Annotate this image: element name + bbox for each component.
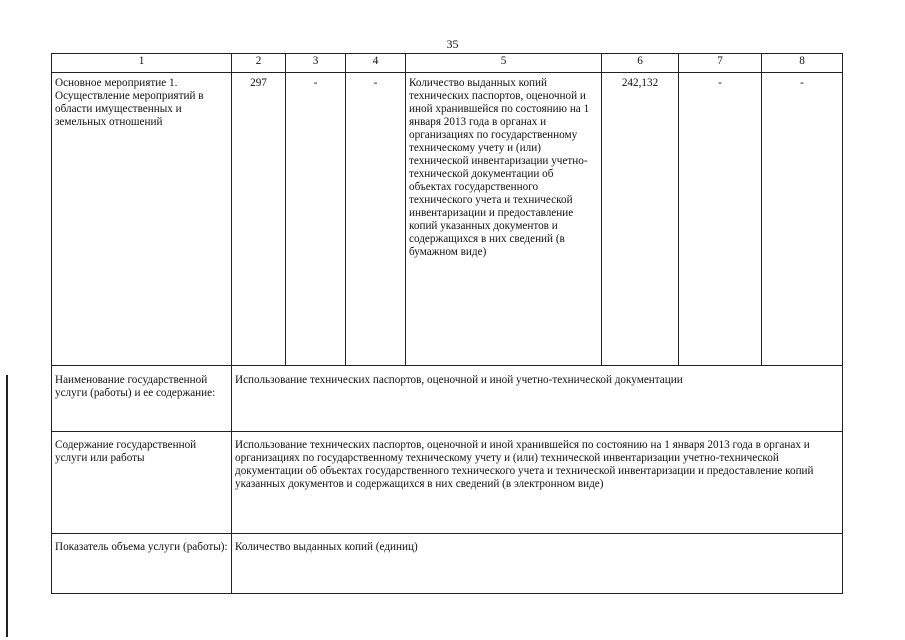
value-cell-6: 242,132 <box>602 73 679 366</box>
value-cell-2: 297 <box>232 73 286 366</box>
value-cell-7: - <box>679 73 762 366</box>
service-name-row <box>52 366 843 432</box>
column-header-7: 7 <box>679 54 762 73</box>
service-content-row <box>52 432 843 534</box>
column-header-1: 1 <box>52 54 232 73</box>
service-name-value: Использование технических паспортов, оценочной и иной учетно-технической документации <box>232 366 843 432</box>
service-name-label: Наименование государственной услуги (работы) и ее содержание: <box>52 366 232 432</box>
volume-indicator-row <box>52 534 843 594</box>
value-cell-3: - <box>286 73 346 366</box>
value-cell-8: - <box>762 73 843 366</box>
page-number: 35 <box>446 37 459 51</box>
column-header-4: 4 <box>346 54 406 73</box>
volume-indicator-value: Количество выданных копий (единиц) <box>232 534 843 594</box>
column-header-2: 2 <box>232 54 286 73</box>
column-header-3: 3 <box>286 54 346 73</box>
column-header-5: 5 <box>406 54 602 73</box>
column-header-8: 8 <box>762 54 843 73</box>
service-table <box>51 53 843 594</box>
column-header-6: 6 <box>602 54 679 73</box>
service-content-label: Содержание государственной услуги или работы <box>52 432 232 534</box>
indicator-description-cell: Количество выданных копий технических паспортов, оценочной и иной хранившейся по состоянию на 1 января 2013 года в органах и организациях по государственному техническому учету и (или) технической инвентаризации учетно-технической документации об объектах государственного технического учета и технической инвентаризации и предоставление копий указанных документов и содержащихся в них сведений (в бумажном виде) <box>406 73 602 366</box>
value-cell-4: - <box>346 73 406 366</box>
main-activity-row <box>52 73 843 366</box>
volume-indicator-label: Показатель объема услуги (работы): <box>52 534 232 594</box>
activity-cell: Основное мероприятие 1. Осуществление мероприятий в области имущественных и земельных отношений <box>52 73 232 366</box>
column-number-row <box>52 54 843 73</box>
service-content-value: Использование технических паспортов, оценочной и иной хранившейся по состоянию на 1 января 2013 года в органах и организациях по государственному техническому учету и (или) технической инвентаризации учетно-технической документации об объектах государственного технического учета и технической инвентаризации и предоставление копий указанных документов и содержащихся в них сведений (в электронном виде) <box>232 432 843 534</box>
margin-rule <box>6 375 8 637</box>
